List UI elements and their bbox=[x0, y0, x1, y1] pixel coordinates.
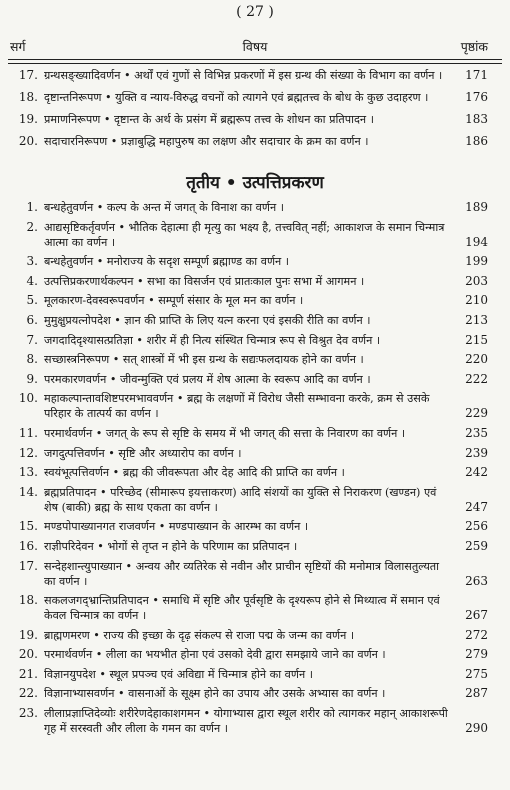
entry-number: 14. bbox=[18, 484, 38, 499]
entry-text: परमार्थवर्णन • जगत् के रूप से सृष्टि के समय में भी जगत् की सत्ता के निवारण का वर्णन । bbox=[44, 426, 406, 440]
entry-number: 8. bbox=[26, 352, 38, 367]
entry-number: 17. bbox=[18, 558, 38, 573]
previous-section-list bbox=[0, 68, 510, 156]
entry-number: 3. bbox=[26, 254, 38, 269]
entry-number: 9. bbox=[26, 371, 38, 386]
entry-text: प्रमाणनिरूपण • दृष्टान्त के अर्थ के प्रसंग में ब्रह्मरूप तत्त्व के शोधन का प्रतिपादन । bbox=[44, 113, 374, 126]
entry-page: 171 bbox=[465, 68, 488, 82]
entry-number: 23. bbox=[18, 706, 38, 721]
toc-entry bbox=[0, 426, 510, 441]
header-subject: विषय bbox=[242, 39, 268, 54]
entry-number: 19. bbox=[18, 627, 38, 642]
contents-list bbox=[0, 200, 510, 741]
entry-text: बन्धहेतुवर्णन • कल्प के अन्त में जगत् के विनाश का वर्णन । bbox=[44, 201, 284, 214]
header-page: पृष्ठांक bbox=[460, 39, 488, 54]
entry-number: 20. bbox=[18, 134, 38, 148]
entry-number: 18. bbox=[18, 593, 38, 608]
entry-text: मूलकारण-देवस्वरूपवर्णन • सम्पूर्ण संसार के मूल मन का वर्णन । bbox=[44, 294, 304, 308]
toc-entry bbox=[0, 352, 510, 367]
toc-entry bbox=[0, 220, 510, 250]
entry-page: 290 bbox=[465, 721, 488, 736]
toc-entry bbox=[0, 90, 510, 105]
entry-page: 259 bbox=[465, 538, 488, 553]
entry-number: 12. bbox=[18, 445, 38, 460]
entry-text: महाकल्पान्तावशिष्टपरमभाववर्णन • ब्रह्म के लक्षणों में विरोध जैसी सम्भावना करके, क्रम से उसके परिहार के तात्पर्य का वर्णन । bbox=[44, 392, 430, 421]
entry-page: 210 bbox=[465, 293, 488, 308]
entry-text: ग्रन्थसङ्ख्यादिवर्णन • अर्थों एवं गुणों से विभिन्न प्रकरणों में इस ग्रन्थ की संख्या के विभाग का वर्णन । bbox=[44, 69, 443, 82]
entry-page: 267 bbox=[465, 608, 488, 623]
entry-number: 13. bbox=[18, 465, 38, 480]
toc-entry bbox=[0, 68, 510, 83]
entry-text: सच्छास्त्रनिरूपण • सत् शास्त्रों में भी इस ग्रन्थ के सद्यःफलदायक होने का वर्णन । bbox=[44, 353, 364, 367]
header-rule bbox=[8, 59, 502, 60]
entry-number: 21. bbox=[18, 666, 38, 681]
entry-number: 16. bbox=[18, 538, 38, 553]
entry-text: सकलजगद्भ्रान्तिप्रतिपादन • समाधि में सृष्टि और पूर्वसृष्टि के दृश्यरूप होने से मिथ्यात्व में समान एवं केवल चिन्मात्र का वर्णन । bbox=[44, 594, 440, 623]
entry-page: 199 bbox=[465, 254, 488, 269]
toc-entry bbox=[0, 465, 510, 480]
entry-page: 239 bbox=[465, 445, 488, 460]
toc-entry bbox=[0, 706, 510, 736]
toc-entry bbox=[0, 519, 510, 534]
entry-page: 287 bbox=[465, 686, 488, 701]
entry-number: 4. bbox=[26, 273, 38, 288]
entry-text: विज्ञानाभ्यासवर्णन • वासनाओं के सूक्ष्म होने का उपाय और उसके अभ्यास का वर्णन । bbox=[44, 687, 386, 701]
toc-entry bbox=[0, 446, 510, 461]
toc-entry bbox=[0, 539, 510, 554]
entry-number: 10. bbox=[18, 391, 38, 406]
toc-entry bbox=[0, 200, 510, 215]
entry-text: दृष्टान्तनिरूपण • युक्ति व न्याय-विरुद्ध वचनों को त्यागने एवं ब्रह्मतत्त्व के बोध के कुछ उदाहरण । bbox=[44, 91, 429, 104]
toc-entry bbox=[0, 333, 510, 348]
table-header bbox=[0, 34, 510, 58]
toc-entry bbox=[0, 593, 510, 623]
toc-entry bbox=[0, 628, 510, 643]
entry-page: 272 bbox=[465, 627, 488, 642]
entry-page: 256 bbox=[465, 519, 488, 534]
toc-entry bbox=[0, 647, 510, 662]
entry-text: ब्रह्मप्रतिपादन • परिच्छेद (सीमारूप इयत्ताकरण) आदि संशयों का युक्ति से निराकरण (खण्डन) एवं शेष (बाकी) ब्रह्म के साथ एकता का वर्णन । bbox=[44, 485, 437, 514]
entry-page: 186 bbox=[465, 134, 488, 148]
entry-text: परमार्थवर्णन • लीला का भयभीत होना एवं उसको देवी द्वारा समझाये जाने का वर्णन । bbox=[44, 648, 386, 662]
entry-page: 222 bbox=[465, 371, 488, 386]
entry-number: 7. bbox=[26, 332, 38, 347]
entry-text: सदाचारनिरूपण • प्रज्ञाबुद्धि महापुरुष का लक्षण और सदाचार के क्रम का वर्णन । bbox=[44, 135, 369, 148]
entry-text: मुमुक्षुप्रयत्नोपदेश • ज्ञान की प्राप्ति के लिए यत्न करना एवं इसकी रीति का वर्णन । bbox=[44, 313, 371, 327]
entry-text: बन्धहेतुवर्णन • मनोराज्य के सदृश सम्पूर्ण ब्रह्माण्ड का वर्णन । bbox=[44, 255, 290, 269]
entry-number: 2. bbox=[26, 219, 38, 234]
entry-text: परमकारणवर्णन • जीवन्मुक्ति एवं प्रलय में शेष आत्मा के स्वरूप आदि का वर्णन । bbox=[44, 372, 371, 386]
toc-entry bbox=[0, 254, 510, 269]
entry-text: आद्यसृष्टिकर्तृवर्णन • भौतिक देहात्मा ही मृत्यु का भक्ष्य है, तत्त्ववित् नहीं; आकाशज के समान चिन्मात्र आत्मा का वर्णन । bbox=[44, 220, 445, 249]
toc-entry bbox=[0, 391, 510, 421]
entry-page: 235 bbox=[465, 425, 488, 440]
entry-page: 189 bbox=[465, 200, 488, 214]
toc-entry bbox=[0, 274, 510, 289]
entry-number: 19. bbox=[18, 112, 38, 126]
entry-text: राज्ञीपरिदेवन • भोगों से तृप्त न होने के परिणाम का प्रतिपादन । bbox=[44, 539, 298, 553]
section-title: तृतीय • उत्पत्तिप्रकरण bbox=[186, 173, 324, 193]
entry-page: 215 bbox=[465, 332, 488, 347]
entry-number: 22. bbox=[18, 686, 38, 701]
entry-number: 5. bbox=[26, 293, 38, 308]
header-chapter: सर्ग bbox=[10, 39, 26, 54]
entry-page: 242 bbox=[465, 465, 488, 480]
toc-entry bbox=[0, 313, 510, 328]
entry-page: 229 bbox=[465, 406, 488, 421]
entry-text: विज्ञानयुपदेश • स्थूल प्रपञ्च एवं अविद्या में चिन्मात्र होने का वर्णन । bbox=[44, 667, 313, 681]
toc-entry bbox=[0, 686, 510, 701]
entry-text: स्वयंभूत्पत्तिवर्णन • ब्रह्म की जीवरूपता और देह आदि की प्राप्ति का वर्णन । bbox=[44, 466, 345, 480]
entry-text: उत्पत्तिप्रकरणार्थकल्पन • सभा का विसर्जन एवं प्रातःकाल पुनः सभा में आगमन । bbox=[44, 274, 365, 288]
toc-entry bbox=[0, 112, 510, 127]
toc-entry bbox=[0, 134, 510, 149]
entry-page: 275 bbox=[465, 666, 488, 681]
entry-number: 18. bbox=[18, 90, 38, 104]
entry-number: 17. bbox=[18, 68, 38, 82]
entry-number: 15. bbox=[18, 519, 38, 534]
entry-number: 6. bbox=[26, 312, 38, 327]
entry-page: 203 bbox=[465, 273, 488, 288]
entry-page: 263 bbox=[465, 573, 488, 588]
entry-text: सन्देहशान्त्युपाख्यान • अन्वय और व्यतिरेक से नवीन और प्राचीन सृष्टियों की मनोमात्र विलासतुल्यता का वर्णन । bbox=[44, 559, 440, 588]
entry-page: 213 bbox=[465, 312, 488, 327]
entry-number: 1. bbox=[26, 200, 38, 214]
toc-entry bbox=[0, 485, 510, 515]
page-number: ( 27 ) bbox=[236, 4, 274, 20]
entry-page: 176 bbox=[465, 90, 488, 104]
toc-entry bbox=[0, 559, 510, 589]
entry-page: 220 bbox=[465, 352, 488, 367]
entry-text: मण्डपोपाख्यानगत राजवर्णन • मण्डपाख्यान के आरम्भ का वर्णन । bbox=[44, 520, 309, 534]
toc-entry bbox=[0, 667, 510, 682]
entry-text: जगदादिदृश्यासत्प्रतिज्ञा • शरीर में ही नित्य संस्थित चिन्मात्र रूप से विश्रुत देव वर्णन । bbox=[44, 333, 381, 347]
toc-entry bbox=[0, 293, 510, 308]
entry-number: 20. bbox=[18, 647, 38, 662]
header-rule-double bbox=[8, 63, 502, 64]
entry-page: 183 bbox=[465, 112, 488, 126]
entry-page: 279 bbox=[465, 647, 488, 662]
toc-entry bbox=[0, 372, 510, 387]
entry-page: 194 bbox=[465, 234, 488, 249]
entry-text: लीलाप्रज्ञाप्तिदेव्योः शरीरेणदेहाकाशगमन • योगाभ्यास द्वारा स्थूल शरीर को त्यागकर महान् आकाशरूपी गृह में सरस्वती और लीला के गमन का वर्णन । bbox=[44, 707, 448, 736]
entry-text: जगदुत्पत्तिवर्णन • सृष्टि और अध्यारोप का वर्णन । bbox=[44, 446, 242, 460]
entry-text: ब्राह्मणमरण • राज्य की इच्छा के दृढ़ संकल्प से राजा पद्म के जन्म का वर्णन । bbox=[44, 628, 355, 642]
entry-number: 11. bbox=[18, 425, 38, 440]
entry-page: 247 bbox=[465, 499, 488, 514]
